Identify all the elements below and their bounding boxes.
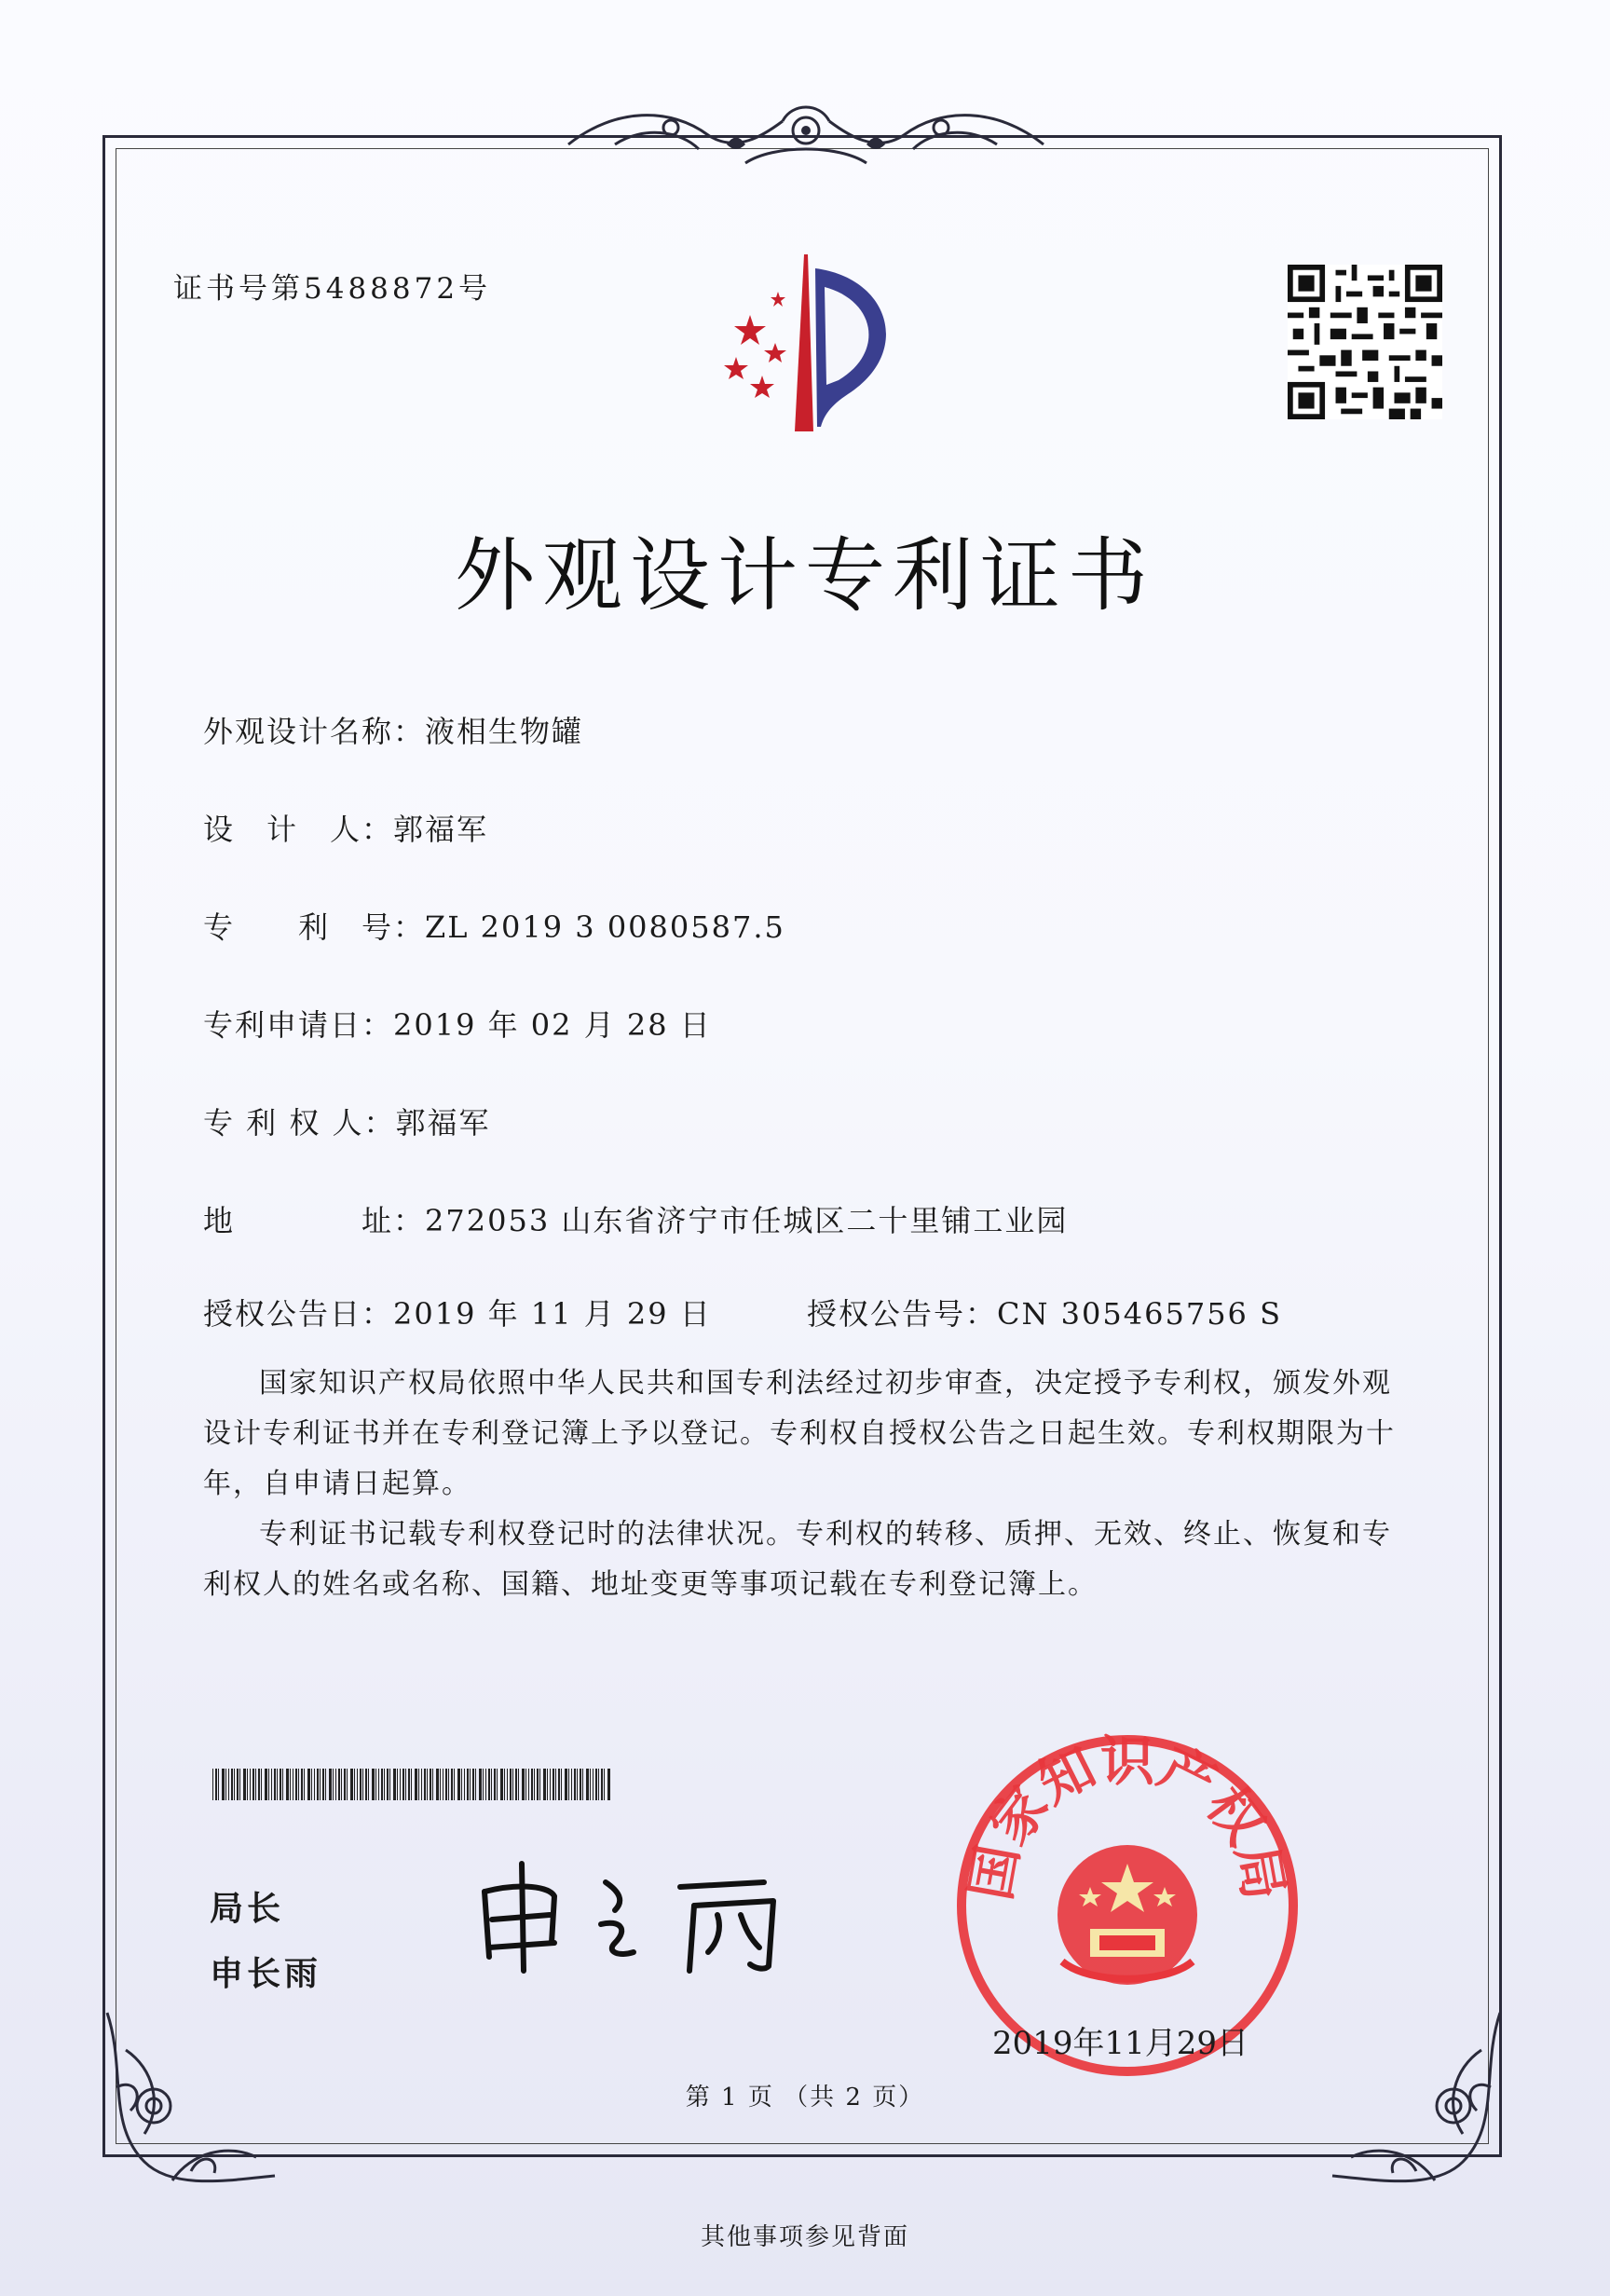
grant-number-value: CN 305465756 S [997,1296,1282,1332]
design-name-label: 外观设计名称： [203,714,426,749]
grant-date-label: 授权公告日： [203,1296,394,1332]
designer-value: 郭福军 [393,812,489,847]
svg-text:国家知识产权局: 国家知识产权局 [958,1729,1297,1905]
official-name: 申长雨 [210,1955,322,1993]
designer-row [203,806,488,849]
designer-label: 设 计 人： [203,812,394,847]
qr-code [1288,265,1442,419]
patent-number-label: 专 利 号： [203,909,426,945]
certificate-number: 证书号第5488872号 [173,272,492,306]
barcode [212,1769,613,1800]
design-name-value: 液相生物罐 [425,714,584,749]
grant-number-row [807,1291,1282,1333]
page-indicator: 第 1 页 （共 2 页） [685,2084,925,2112]
application-date-row [203,1002,712,1045]
grant-date-value: 2019 年 11 月 29 日 [393,1296,712,1332]
address-row [203,1197,1068,1240]
patent-number-row [203,904,785,947]
grant-number-label: 授权公告号： [807,1296,998,1332]
back-side-note: 其他事项参见背面 [700,2223,909,2251]
patent-office-emblem [685,250,927,441]
address-label: 地 址： [203,1203,426,1238]
handwritten-signature [466,1854,820,1975]
legal-paragraph-1: 国家知识产权局依照中华人民共和国专利法经过初步审查，决定授予专利权，颁发外观设计专利证书并在专利登记簿上予以登记。专利权自授权公告之日起生效。专利权期限为十年，自申请日起算。 [203,1367,1396,1500]
patent-number-value: ZL 2019 3 0080587.5 [425,909,785,945]
seal-date: 2019年11月29日 [992,2025,1249,2062]
patentee-value: 郭福军 [395,1105,491,1141]
patentee-row [203,1100,491,1142]
certificate-title: 外观设计专利证书 [455,529,1155,622]
legal-paragraph-2: 专利证书记载专利权登记时的法律状况。专利权的转移、质押、无效、终止、恢复和专利权人的姓名或名称、国籍、地址变更等事项记载在专利登记簿上。 [203,1518,1392,1601]
address-value: 272053 山东省济宁市任城区二十里铺工业园 [425,1203,1069,1238]
official-position: 局长 [210,1890,285,1928]
design-name-row [203,708,583,751]
patentee-label: 专 利 权 人： [203,1105,396,1141]
grant-date-row [203,1291,712,1333]
application-date-value: 2019 年 02 月 28 日 [393,1007,712,1043]
application-date-label: 专利申请日： [203,1007,394,1043]
top-ornament [559,89,1053,182]
